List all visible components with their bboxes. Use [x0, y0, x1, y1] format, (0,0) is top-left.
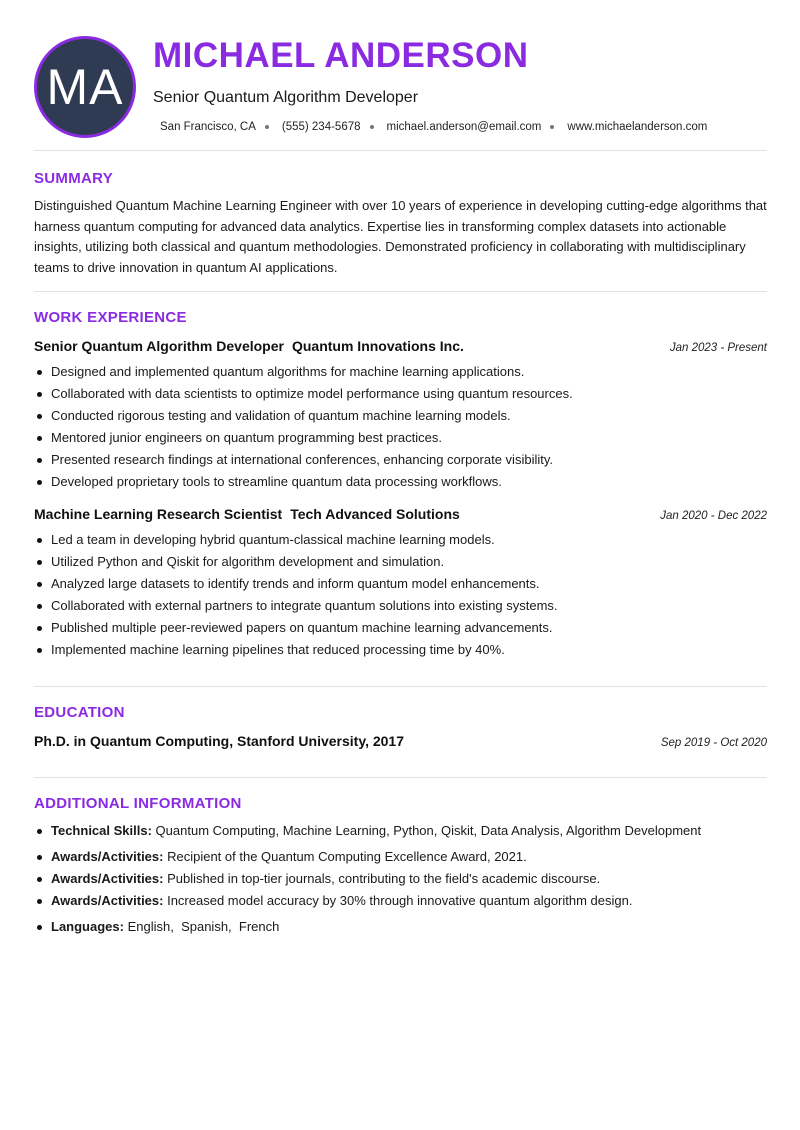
- job-company: Quantum Innovations Inc.: [291, 338, 464, 354]
- divider: [34, 291, 767, 292]
- item-label: Awards/Activities:: [51, 893, 164, 908]
- avatar: [34, 36, 136, 138]
- list-item: Published multiple peer-reviewed papers on quantum machine learning advancements.: [34, 617, 767, 639]
- list-item: [34, 916, 767, 938]
- list-item: [34, 846, 767, 868]
- item-text: Recipient of the Quantum Computing Excellence Award, 2021.: [167, 849, 527, 864]
- job-header: [34, 338, 767, 354]
- candidate-name: MICHAEL ANDERSON: [153, 36, 529, 75]
- education-entry: [34, 733, 767, 749]
- job-dates: Jan 2023 - Present: [669, 342, 767, 354]
- list-item: [34, 890, 767, 916]
- item-label: Awards/Activities:: [51, 871, 164, 886]
- additional-list: [34, 820, 767, 938]
- divider: [34, 686, 767, 687]
- education-degree: Ph.D. in Quantum Computing, Stanford University, 2017: [34, 733, 405, 749]
- job-header: [34, 506, 767, 522]
- avatar-initials: MA: [46, 59, 124, 115]
- list-item: Led a team in developing hybrid quantum-classical machine learning models.: [34, 529, 767, 551]
- contact-location: San Francisco, CA: [160, 121, 256, 133]
- additional-heading: ADDITIONAL INFORMATION: [34, 795, 242, 812]
- summary-heading: SUMMARY: [34, 170, 114, 187]
- item-text: Increased model accuracy by 30% through innovative quantum algorithm design.: [167, 893, 633, 908]
- job-dates: Jan 2020 - Dec 2022: [660, 510, 767, 522]
- divider: [34, 777, 767, 778]
- list-item: Designed and implemented quantum algorithms for machine learning applications.: [34, 361, 767, 383]
- experience-heading: WORK EXPERIENCE: [34, 309, 187, 326]
- list-item: [34, 820, 767, 846]
- list-item: Developed proprietary tools to streamline quantum data processing workflows.: [34, 471, 767, 493]
- summary-text: Distinguished Quantum Machine Learning Engineer with over 10 years of experience in developing cutting-edge algorithms that harness quantum computing for advanced data analytics. Expertise lies in transforming complex datasets into actionable insights, utilizing both classical and quantum methodologies. Demonstrated proficiency in collaborating with multidisciplinary teams to drive innovation in quantum AI applications.: [34, 198, 767, 275]
- item-label: Awards/Activities:: [51, 849, 164, 864]
- item-label: Languages:: [51, 919, 124, 934]
- job-title-company: [34, 338, 464, 354]
- bullet-separator-icon: [550, 125, 554, 129]
- contact-line: [160, 121, 707, 133]
- contact-website[interactable]: www.michaelanderson.com: [567, 121, 708, 133]
- list-item: Utilized Python and Qiskit for algorithm development and simulation.: [34, 551, 767, 573]
- bullet-separator-icon: [370, 125, 374, 129]
- list-item: Analyzed large datasets to identify trends and inform quantum model enhancements.: [34, 573, 767, 595]
- item-text: Quantum Computing, Machine Learning, Python, Qiskit, Data Analysis, Algorithm Development: [155, 823, 702, 838]
- job-bullets: [34, 361, 767, 494]
- contact-email[interactable]: michael.anderson@email.com: [386, 121, 542, 133]
- divider: [34, 150, 767, 151]
- job-title-company: [34, 506, 460, 522]
- item-label: Technical Skills:: [51, 823, 152, 838]
- list-item: Mentored junior engineers on quantum programming best practices.: [34, 427, 767, 449]
- job-role: Machine Learning Research Scientist: [34, 506, 283, 522]
- job-company: Tech Advanced Solutions: [290, 506, 460, 522]
- contact-phone: (555) 234-5678: [281, 121, 361, 133]
- list-item: Conducted rigorous testing and validation of quantum machine learning models.: [34, 405, 767, 427]
- item-text: English, Spanish, French: [127, 919, 280, 934]
- job-bullets: [34, 529, 767, 662]
- education-heading: EDUCATION: [34, 704, 125, 721]
- education-dates: Sep 2019 - Oct 2020: [660, 737, 767, 749]
- item-text: Published in top-tier journals, contributing to the field's academic discourse.: [167, 871, 601, 886]
- list-item: Implemented machine learning pipelines that reduced processing time by 40%.: [34, 639, 767, 661]
- list-item: Presented research findings at international conferences, enhancing corporate visibility.: [34, 449, 767, 471]
- candidate-title: Senior Quantum Algorithm Developer: [153, 89, 419, 106]
- list-item: Collaborated with data scientists to optimize model performance using quantum resources.: [34, 383, 767, 405]
- list-item: Collaborated with external partners to integrate quantum solutions into existing systems.: [34, 595, 767, 617]
- bullet-separator-icon: [265, 125, 269, 129]
- job-role: Senior Quantum Algorithm Developer: [34, 338, 284, 354]
- list-item: [34, 868, 767, 890]
